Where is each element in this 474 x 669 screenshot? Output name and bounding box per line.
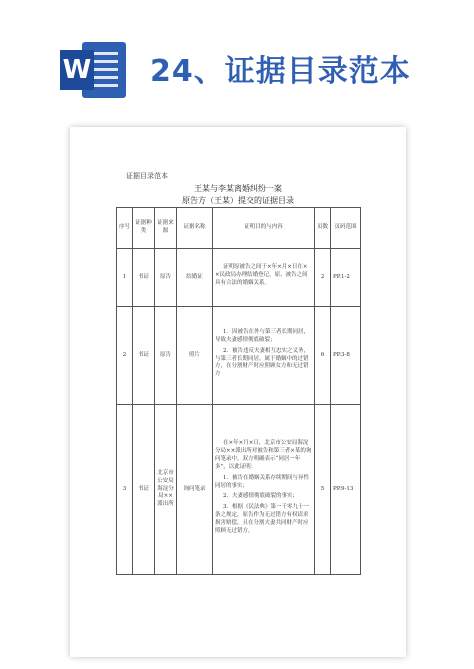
banner-title: 24、证据目录范本 — [150, 54, 411, 89]
cell-source: 北京市公安局海淀分局××派出所 — [155, 405, 177, 575]
header-cell: 证明目的与内容 — [213, 208, 315, 249]
purpose-text: 2．夫妻感情彻底破裂的事实； — [223, 493, 299, 500]
purpose-text: 3．根据《民法典》第一千零九十一条之规定，原告作为无过错方有权请求损害赔偿，且在分割夫妻共同财产时应照顾无过错方。 — [215, 504, 310, 535]
cell-source: 原告 — [155, 307, 177, 405]
cell-range: PP.9-13 — [331, 405, 361, 575]
purpose-text: 证明原被告之间于×年×月×日在××民政局办理结婚登记，原、被告之间具有合法的婚姻关系。 — [215, 264, 308, 286]
cell-pages: 6 — [315, 307, 331, 405]
cell-no: 3 — [117, 405, 133, 575]
table-row — [117, 405, 361, 575]
cell-purpose — [213, 249, 315, 307]
cell-purpose — [213, 307, 315, 405]
document-heading: 证据目录范本 — [126, 172, 168, 180]
header-cell: 证据名称 — [177, 208, 213, 249]
cell-pages: 5 — [315, 405, 331, 575]
cell-no: 1 — [117, 249, 133, 307]
header-cell: 页数 — [315, 208, 331, 249]
purpose-text: 1．因被告在外与第三者长期同居，导致夫妻感情彻底破裂； — [215, 328, 310, 343]
header-cell: 页码范围 — [331, 208, 361, 249]
document-title-line2: 原告方（王某）提交的证据目录 — [182, 196, 294, 205]
document-title-line1: 王某与李某离婚纠纷一案 — [194, 184, 282, 193]
cell-name: 询问笔录 — [177, 405, 213, 575]
purpose-text: 在×年×月×日，北京市公安局海淀分局××派出所对被告和第三者×某的询问笔录中，双方明确表示“同居一年多”，以此证明： — [215, 439, 312, 470]
cell-purpose — [213, 405, 315, 575]
cell-kind: 书证 — [133, 249, 155, 307]
top-banner — [0, 0, 474, 120]
cell-kind: 书证 — [133, 307, 155, 405]
cell-no: 2 — [117, 307, 133, 405]
cell-kind: 书证 — [133, 405, 155, 575]
cell-name: 结婚证 — [177, 249, 213, 307]
header-cell: 证据种类 — [133, 208, 155, 249]
word-document-icon — [60, 42, 126, 98]
purpose-text: 2．被告违反夫妻相互忠实之义务，与第三者长期同居，属于婚姻中的过错方，在分割财产时应照顾女方和无过错方 — [215, 347, 310, 378]
purpose-text: 1．被告在婚姻关系存续期间与异性同居的事实； — [215, 474, 310, 489]
header-cell: 证据来源 — [155, 208, 177, 249]
table-row — [117, 307, 361, 405]
cell-name: 照片 — [177, 307, 213, 405]
word-icon-letter: W — [60, 50, 94, 90]
cell-range: PP.3-8 — [331, 307, 361, 405]
cell-range: PP.1-2 — [331, 249, 361, 307]
header-cell: 序号 — [117, 208, 133, 249]
cell-pages: 2 — [315, 249, 331, 307]
cell-source: 原告 — [155, 249, 177, 307]
table-header-row — [117, 208, 361, 249]
table-row — [117, 249, 361, 307]
evidence-table — [116, 207, 361, 575]
document-page — [70, 127, 406, 657]
